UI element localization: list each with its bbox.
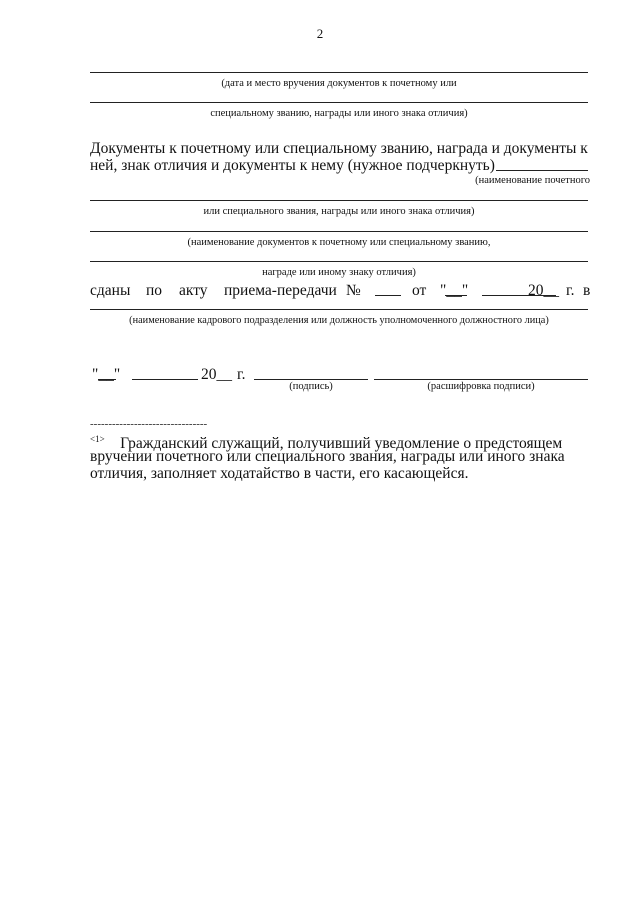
act-g: г. bbox=[566, 282, 575, 299]
paragraph-line-1: Документы к почетному или специальному званию, награда и документы к bbox=[90, 140, 588, 157]
page-number: 2 bbox=[316, 26, 324, 41]
act-day-blank bbox=[445, 295, 467, 296]
fill-line bbox=[90, 231, 588, 232]
act-number-sign: № bbox=[346, 282, 361, 299]
footnote-line-2: вручении почетного или специального звания, награды или иного знака bbox=[90, 448, 565, 465]
caption-name: (наименование почетного bbox=[475, 175, 590, 186]
fill-line bbox=[90, 72, 588, 73]
day-blank bbox=[98, 379, 116, 380]
fill-line bbox=[496, 170, 588, 171]
act-word-v: в bbox=[583, 282, 591, 299]
date-g: г. bbox=[237, 366, 246, 383]
caption-award-sign: награде или иному знаку отличия) bbox=[262, 267, 416, 278]
act-word-aktu: акту bbox=[179, 282, 208, 299]
paragraph-line-2-text: ней, знак отличия и документы к нему (нужное подчеркнуть) bbox=[90, 157, 495, 174]
act-number-blank bbox=[375, 295, 401, 296]
footnote-separator: -------------------------------- bbox=[90, 418, 208, 430]
caption-date-place: (дата и место вручения документов к почетному или bbox=[221, 78, 457, 89]
footnote-line-3: отличия, заполняет ходатайство в части, его касающейся. bbox=[90, 465, 469, 482]
act-word-ot: от bbox=[412, 282, 427, 299]
month-blank bbox=[132, 379, 198, 380]
fill-line bbox=[90, 102, 588, 103]
act-word-sdany: сданы bbox=[90, 282, 131, 299]
caption-signature-decoding: (расшифровка подписи) bbox=[427, 381, 535, 392]
caption-title-award: специальному званию, награды или иного знака отличия) bbox=[210, 108, 468, 119]
act-year: 20__ bbox=[528, 282, 559, 299]
caption-title-award-2: или специального звания, награды или иного знака отличия) bbox=[203, 206, 475, 217]
caption-documents: (наименование документов к почетному или специальному званию, bbox=[187, 237, 491, 248]
fill-line bbox=[90, 309, 588, 310]
fill-line bbox=[90, 261, 588, 262]
fill-line bbox=[90, 200, 588, 201]
caption-signature: (подпись) bbox=[289, 381, 333, 392]
date-year: 20__ bbox=[201, 366, 232, 383]
act-word-po: по bbox=[146, 282, 163, 299]
act-date-quote: "__" bbox=[440, 282, 469, 299]
act-word-priema: приема-передачи bbox=[224, 282, 337, 299]
date-quote: "__" bbox=[92, 366, 121, 383]
footnote-marker: <1> bbox=[90, 434, 105, 444]
footnote-line-1-text: Гражданский служащий, получивший уведомление о предстоящем bbox=[120, 435, 563, 452]
caption-hr-department: (наименование кадрового подразделения или должность уполномоченного должностного лица) bbox=[129, 315, 549, 326]
